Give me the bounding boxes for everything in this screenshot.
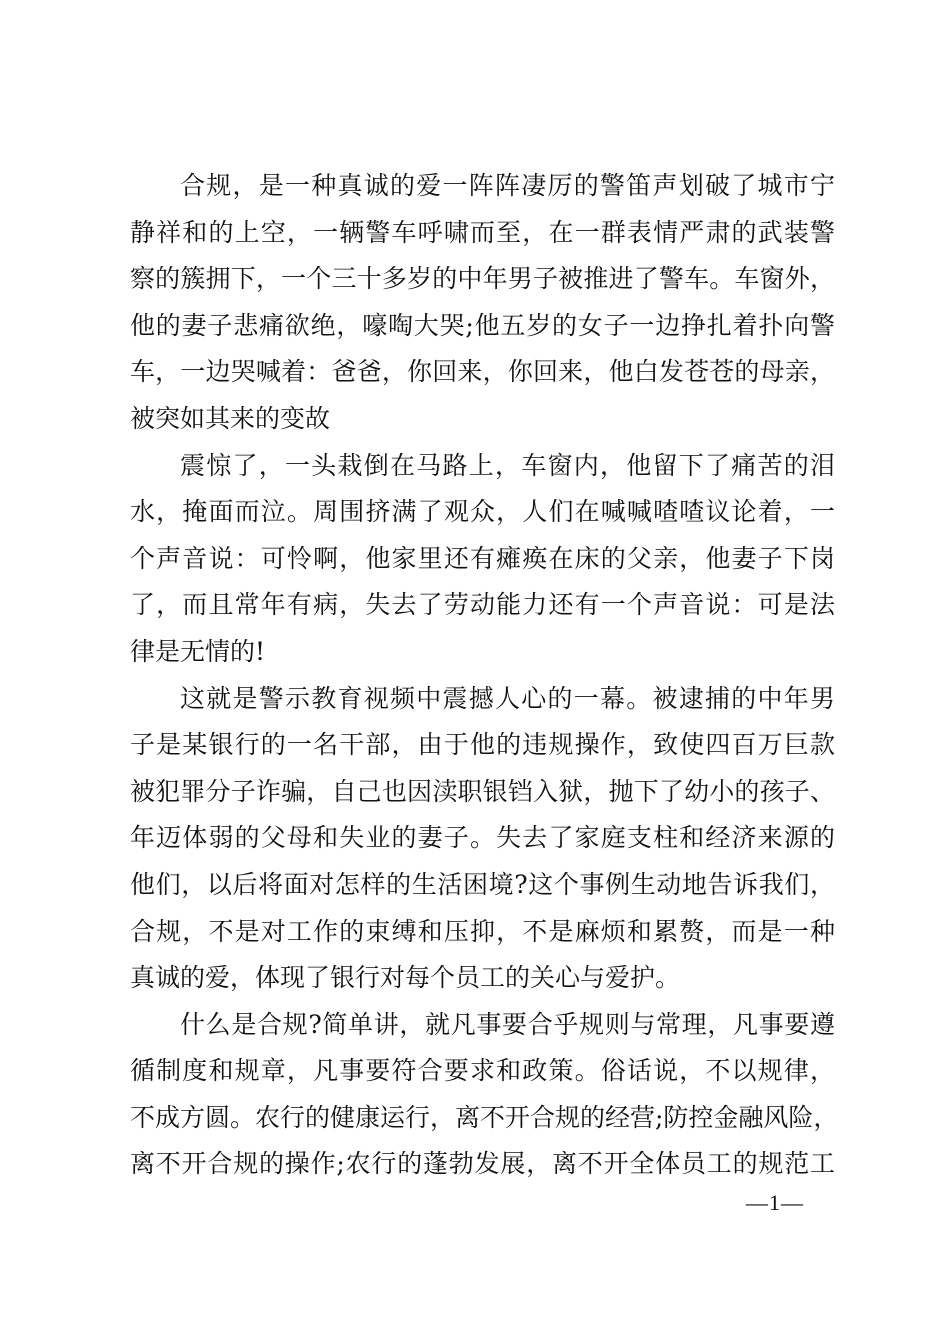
text-line: 真诚的爱，体现了银行对每个员工的关心与爱护。 (130, 963, 681, 993)
text-line: 律是无情的! (130, 636, 266, 666)
text-line: 年迈体弱的父母和失业的妻子。失去了家庭支柱和经济来源的 (130, 823, 835, 853)
paragraph (130, 443, 835, 676)
text-line: 子是某银行的一名干部，由于他的违规操作，致使四百万巨款 (130, 730, 835, 760)
text-line: 个声音说：可怜啊，他家里还有瘫痪在床的父亲，他妻子下岗 (130, 543, 835, 573)
text-line: 他们，以后将面对怎样的生活困境?这个事例生动地告诉我们， (130, 869, 835, 899)
text-line: 合规，是一种真诚的爱一阵阵凄厉的警笛声划破了城市宁 (180, 171, 835, 200)
text-line: 合规，不是对工作的束缚和压抑，不是麻烦和累赘，而是一种 (130, 916, 835, 946)
text-line: 察的簇拥下，一个三十多岁的中年男子被推进了警车。车窗外， (130, 264, 835, 294)
text-line: 了，而且常年有病，失去了劳动能力还有一个声音说：可是法 (130, 590, 835, 620)
text-line: 离不开合规的操作;农行的蓬勃发展，离不开全体员工的规范工 (130, 1149, 835, 1179)
text-line: 车，一边哭喊着：爸爸，你回来，你回来，他白发苍苍的母亲， (130, 357, 835, 387)
text-line: 不成方圆。农行的健康运行，离不开合规的经营;防控金融风险， (130, 1102, 839, 1132)
text-line: 这就是警示教育视频中震撼人心的一幕。被逮捕的中年男 (180, 683, 835, 713)
paragraph (130, 1002, 839, 1188)
text-line: 他的妻子悲痛欲绝，嚎啕大哭;他五岁的女子一边挣扎着扑向警 (130, 310, 835, 340)
text-line: 被突如其来的变故 (130, 403, 331, 433)
text-line: 静祥和的上空，一辆警车呼啸而至，在一群表情严肃的武装警 (130, 217, 835, 247)
text-line: 被犯罪分子诈骗，自己也因渎职银铛入狱，抛下了幼小的孩子、 (130, 776, 835, 806)
text-line: 震惊了，一头栽倒在马路上，车窗内，他留下了痛苦的泪 (180, 450, 835, 480)
paragraph (130, 163, 835, 443)
document-body (130, 163, 839, 1188)
paragraph (130, 676, 835, 1002)
text-line: 什么是合规?简单讲，就凡事要合乎规则与常理，凡事要遵 (180, 1009, 835, 1039)
text-line: 循制度和规章，凡事要符合要求和政策。俗话说，不以规律， (130, 1056, 835, 1086)
text-line: 水，掩面而泣。周围挤满了观众，人们在喊喊喳喳议论着，一 (130, 497, 835, 527)
page-number: —1— (746, 1190, 804, 1215)
